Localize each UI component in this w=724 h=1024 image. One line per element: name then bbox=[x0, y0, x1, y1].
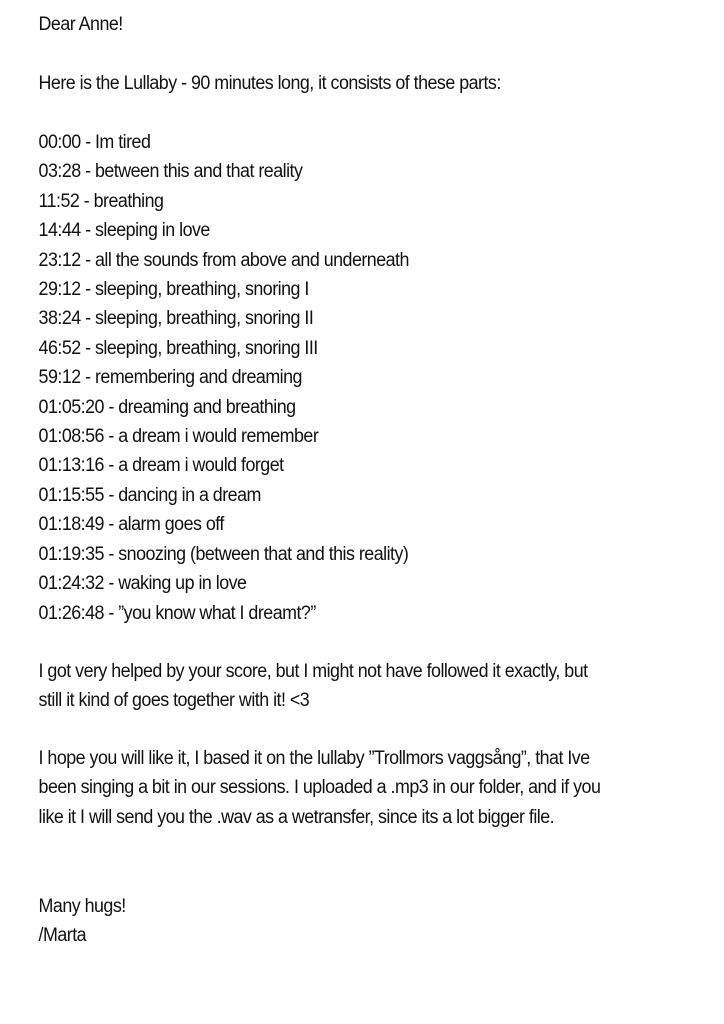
track-item: 00:00 - Im tired bbox=[38, 132, 151, 153]
paragraph-score bbox=[39, 657, 697, 716]
track-item: 29:12 - sleeping, breathing, snoring I bbox=[38, 279, 309, 301]
track-item: 01:08:56 - a dream i would remember bbox=[38, 426, 319, 448]
paragraph-line: I got very helped by your score, but I might not have followed it exactly, but bbox=[38, 661, 588, 682]
track-item: 01:19:35 - snoozing (between that and this reality) bbox=[38, 543, 409, 565]
track-item: 59:12 - remembering and dreaming bbox=[38, 367, 302, 389]
intro-text: Here is the Lullaby - 90 minutes long, it consists of these parts: bbox=[38, 73, 501, 94]
paragraph-lullaby bbox=[39, 744, 697, 832]
track-list bbox=[39, 128, 697, 628]
paragraph-line: I hope you will like it, I based it on the lullaby ”Trollmors vaggsång”, that Ive bbox=[38, 748, 590, 769]
track-item: 01:24:32 - waking up in love bbox=[38, 573, 247, 595]
greeting: Dear Anne! bbox=[38, 14, 123, 35]
track-item: 14:44 - sleeping in love bbox=[38, 220, 210, 242]
signoff-block bbox=[39, 892, 697, 951]
track-item: 46:52 - sleeping, breathing, snoring III bbox=[38, 337, 318, 359]
track-item: 01:18:49 - alarm goes off bbox=[38, 514, 224, 536]
closing: Many hugs! bbox=[38, 896, 126, 917]
track-item: 01:13:16 - a dream i would forget bbox=[38, 455, 284, 477]
track-item: 01:15:55 - dancing in a dream bbox=[38, 484, 261, 506]
signature: /Marta bbox=[38, 925, 87, 947]
track-item: 23:12 - all the sounds from above and underneath bbox=[38, 249, 409, 271]
track-item: 38:24 - sleeping, breathing, snoring II bbox=[38, 308, 314, 330]
intro-block bbox=[39, 69, 697, 98]
track-item: 11:52 - breathing bbox=[38, 190, 164, 212]
track-item: 01:26:48 - ”you know what I dreamt?” bbox=[38, 602, 316, 624]
track-item: 03:28 - between this and that reality bbox=[38, 161, 303, 183]
track-item: 01:05:20 - dreaming and breathing bbox=[38, 396, 296, 418]
greeting-block bbox=[39, 10, 697, 39]
paragraph-line: like it I will send you the .wav as a wetransfer, since its a lot bigger file. bbox=[38, 806, 555, 828]
paragraph-line: still it kind of goes together with it! <3 bbox=[38, 690, 310, 712]
paragraph-line: been singing a bit in our sessions. I uploaded a .mp3 in our folder, and if you bbox=[38, 777, 601, 799]
